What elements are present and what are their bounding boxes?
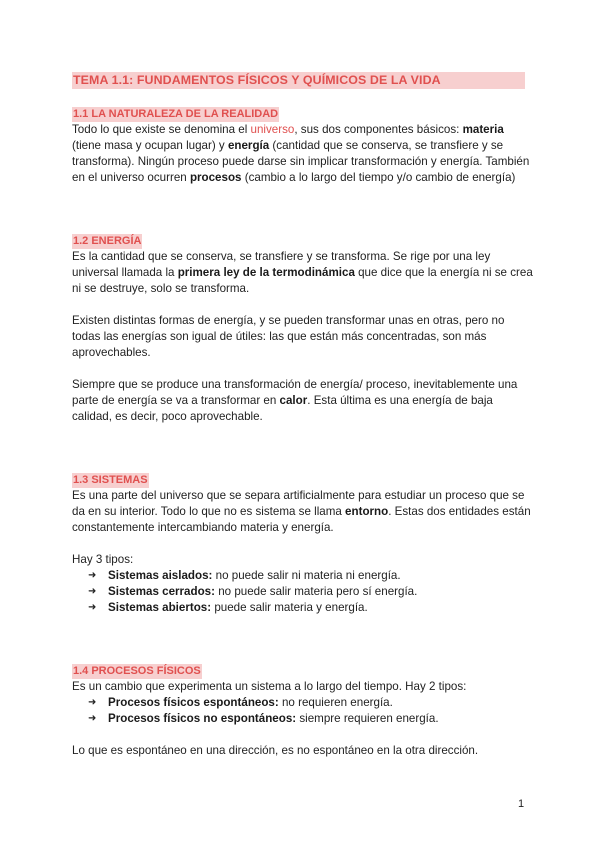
section-procesos: [72, 663, 534, 759]
paragraph: Todo lo que existe se denomina el universo, sus dos componentes básicos: materia (tiene masa y ocupan lugar) y energía (cantidad que se conserva, se transfiere y se transforma). Ningún proceso puede darse sin implicar transformación y energía. También en el universo ocurren procesos (cambio a lo largo del tiempo y/o cambio de energía): [72, 123, 530, 184]
sistemas-list: [72, 568, 534, 616]
section-naturaleza: [72, 106, 534, 186]
list-item: ➜ Procesos físicos no espontáneos: siempre requieren energía.: [88, 712, 439, 725]
arrow-icon: ➜: [88, 697, 97, 708]
page-title: TEMA 1.1: FUNDAMENTOS FÍSICOS Y QUÍMICOS DE LA VIDA: [72, 72, 525, 89]
arrow-icon: ➜: [88, 586, 97, 597]
paragraph: Hay 3 tipos:: [72, 553, 134, 566]
section-title: 1.2 ENERGÍA: [73, 235, 142, 247]
paragraph: Existen distintas formas de energía, y se pueden transformar unas en otras, pero no todas las energías son igual de útiles: las que están más concentradas, son más aprovechables.: [72, 314, 505, 359]
section-energia: [72, 233, 534, 425]
paragraph: Lo que es espontáneo en una dirección, es no espontáneo en la otra dirección.: [72, 744, 479, 757]
section-title: 1.1 LA NATURALEZA DE LA REALIDAD: [73, 108, 279, 120]
arrow-icon: ➜: [88, 570, 97, 581]
paragraph: Es una parte del universo que se separa artificialmente para estudiar un proceso que se da en su interior. Todo lo que no es sistema se llama entorno. Estas dos entidades están constantemente intercambiando materia y energía.: [72, 489, 531, 534]
list-item: ➜ Sistemas abiertos: puede salir materia y energía.: [88, 601, 368, 614]
list-item: ➜ Sistemas cerrados: no puede salir materia pero sí energía.: [88, 585, 418, 598]
arrow-icon: ➜: [88, 713, 97, 724]
paragraph: Es la cantidad que se conserva, se transfiere y se transforma. Se rige por una ley universal llamada la primera ley de la termodinámica que dice que la energía ni se crea ni se destruye, solo se transforma.: [72, 250, 533, 295]
paragraph: Es un cambio que experimenta un sistema a lo largo del tiempo. Hay 2 tipos:: [72, 680, 467, 693]
procesos-list: [72, 695, 534, 727]
section-title: 1.4 PROCESOS FÍSICOS: [73, 665, 201, 677]
section-sistemas: [72, 472, 534, 616]
paragraph: Siempre que se produce una transformación de energía/ proceso, inevitablemente una parte de energía se va a transformar en calor. Esta última es una energía de baja calidad, es decir, poco aprovechable.: [72, 378, 518, 423]
arrow-icon: ➜: [88, 602, 97, 613]
page-number: 1: [518, 798, 525, 810]
list-item: ➜ Procesos físicos espontáneos: no requieren energía.: [88, 696, 393, 709]
section-title: 1.3 SISTEMAS: [73, 474, 148, 486]
list-item: ➜ Sistemas aislados: no puede salir ni materia ni energía.: [88, 569, 401, 582]
